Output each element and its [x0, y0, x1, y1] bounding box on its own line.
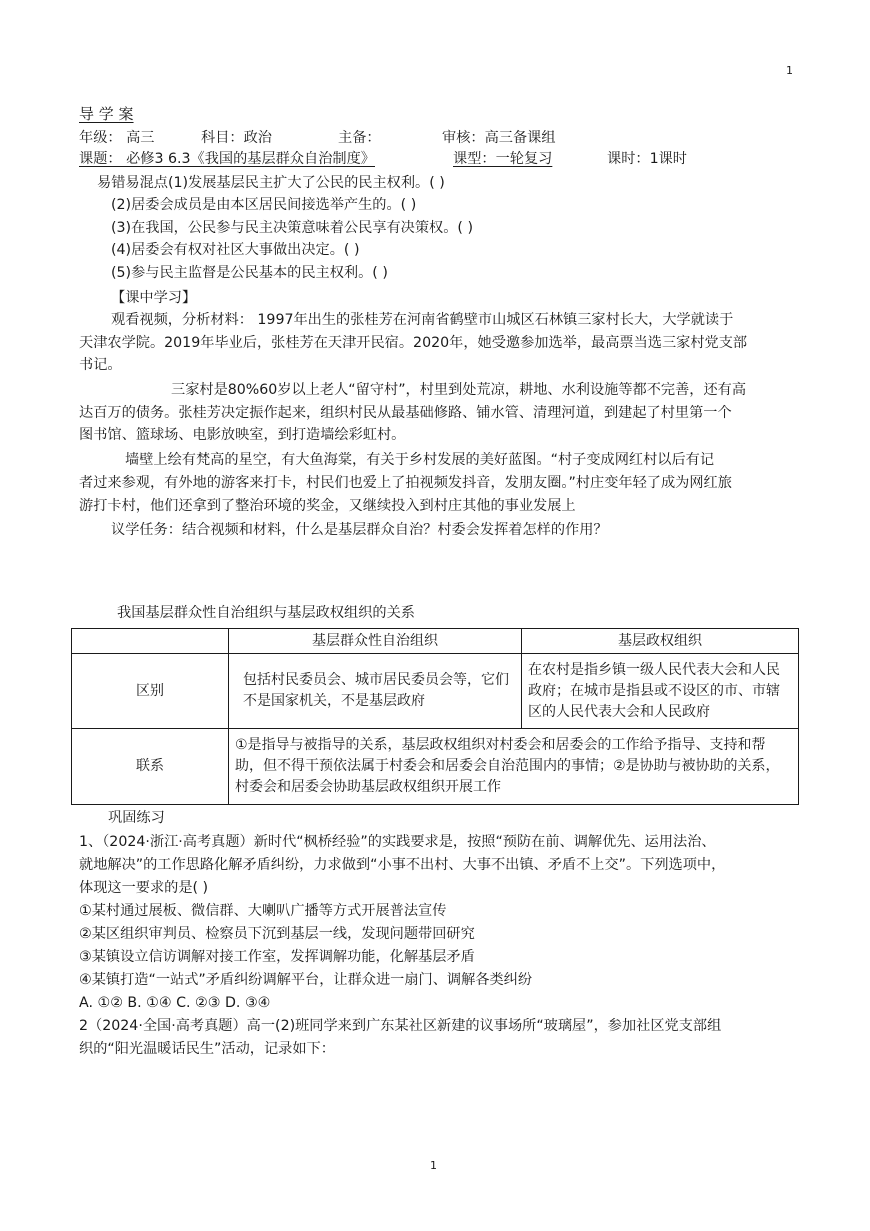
option-item: ④某镇打造“一站式”矛盾纠纷调解平台，让群众进一扇门、调解各类纠纷 [79, 972, 533, 988]
material-line: 墙壁上绘有梵高的星空，有大鱼海棠，有关于乡村发展的美好蓝图。“村子变成网红村以后有记 [125, 452, 715, 468]
subject-label: 科目：政治 [201, 130, 272, 146]
table-header-empty [72, 629, 229, 654]
material-line: 者过来参观，有外地的游客来打卡，村民们也爱上了拍视频发抖音，发朋友圈。”村庄变年轻了成为网红旅 [79, 475, 732, 491]
error-item: (3)在我国，公民参与民主决策意味着公民享有决策权。( ) [111, 220, 473, 236]
material-line: 书记。 [79, 357, 122, 373]
lesson-hours: 课时：1课时 [607, 151, 687, 167]
author-label: 主备： [338, 130, 381, 146]
difference-self-governing: 包括村民委员会、城市居民委员会等，它们不是国家机关，不是基层政府 [229, 654, 522, 729]
row-label-difference: 区别 [72, 654, 229, 729]
discussion-task: 议学任务：结合视频和材料，什么是基层群众自治？村委会发挥着怎样的作用？ [111, 522, 608, 538]
relationship-table [71, 628, 799, 805]
option-item: ①某村通过展板、微信群、大喇叭广播等方式开展普法宣传 [79, 903, 447, 919]
material-line: 达百万的债务。张桂芳决定振作起来，组织村民从最基础修路、铺水管、清理河道，到建起了村里第一个 [79, 405, 732, 421]
question-line: 就地解决”的工作思路化解矛盾纠纷，力求做到“小事不出村、大事不出镇、矛盾不上交”。下列选项中， [79, 857, 726, 873]
lesson-topic: 课题： 必修3 6.3《我国的基层群众自治制度》 [79, 151, 375, 167]
table-header-self-governing: 基层群众性自治组织 [229, 629, 522, 654]
error-item: 易错易混点(1)发展基层民主扩大了公民的民主权利。( ) [97, 175, 445, 191]
error-item: (5)参与民主监督是公民基本的民主权利。( ) [111, 265, 388, 281]
row-label-connection: 联系 [72, 729, 229, 805]
table-caption: 我国基层群众性自治组织与基层政权组织的关系 [117, 605, 415, 621]
question-line: 织的“阳光温暖话民生”活动，记录如下： [79, 1041, 335, 1057]
error-item: (2)居委会成员是由本区居民间接选举产生的。( ) [111, 197, 417, 213]
material-line: 图书馆、篮球场、电影放映室，到打造墙绘彩虹村。 [79, 427, 406, 443]
answer-choices: A. ①② B. ①④ C. ②③ D. ③④ [79, 995, 271, 1011]
table-header-government: 基层政权组织 [522, 629, 799, 654]
page-number-bottom: 1 [430, 1159, 437, 1172]
section-title: 【课中学习】 [111, 290, 197, 306]
question-line: 1、（2024·浙江·高考真题）新时代“枫桥经验”的实践要求是，按照“预防在前、调解优先、运用法治、 [79, 834, 716, 850]
question-line: 体现这一要求的是( ) [79, 880, 209, 896]
grade-label: 年级： 高三 [79, 130, 155, 146]
error-item: (4)居委会有权对社区大事做出决定。( ) [111, 242, 360, 258]
material-line: 天津农学院。2019年毕业后，张桂芳在天津开民宿。2020年，她受邀参加选举，最高票当选三家村党支部 [79, 335, 748, 351]
question-line: 2（2024·全国·高考真题）高一(2)班同学来到广东某社区新建的议事场所“玻璃屋”，参加社区党支部组 [79, 1018, 722, 1034]
document-title: 导 学 案 [79, 105, 134, 123]
option-item: ②某区组织审判员、检察员下沉到基层一线，发现问题带回研究 [79, 926, 475, 942]
material-line: 观看视频，分析材料： 1997年出生的张桂芳在河南省鹤壁市山城区石林镇三家村长大，大学就读于 [111, 312, 734, 328]
review-label: 审核：高三备课组 [442, 130, 556, 146]
lesson-type: 课型：一轮复习 [453, 151, 553, 167]
difference-government: 在农村是指乡镇一级人民代表大会和人民政府；在城市是指县或不设区的市、市辖区的人民代表大会和人民政府 [522, 654, 799, 729]
connection-text: ①是指导与被指导的关系，基层政权组织对村委会和居委会的工作给予指导、支持和帮助，但不得干预依法属于村委会和居委会自治范围内的事情；②是协助与被协助的关系，村委会和居委会协助基层政权组织开展工作 [229, 729, 799, 805]
practice-title: 巩固练习 [108, 810, 165, 826]
page-number-top: 1 [786, 64, 793, 77]
option-item: ③某镇设立信访调解对接工作室，发挥调解功能，化解基层矛盾 [79, 949, 475, 965]
material-line: 游打卡村，他们还拿到了整治环境的奖金，又继续投入到村庄其他的事业发展上 [79, 498, 576, 514]
material-line: 三家村是80%60岁以上老人“留守村”，村里到处荒凉，耕地、水利设施等都不完善，还有高 [171, 382, 747, 398]
